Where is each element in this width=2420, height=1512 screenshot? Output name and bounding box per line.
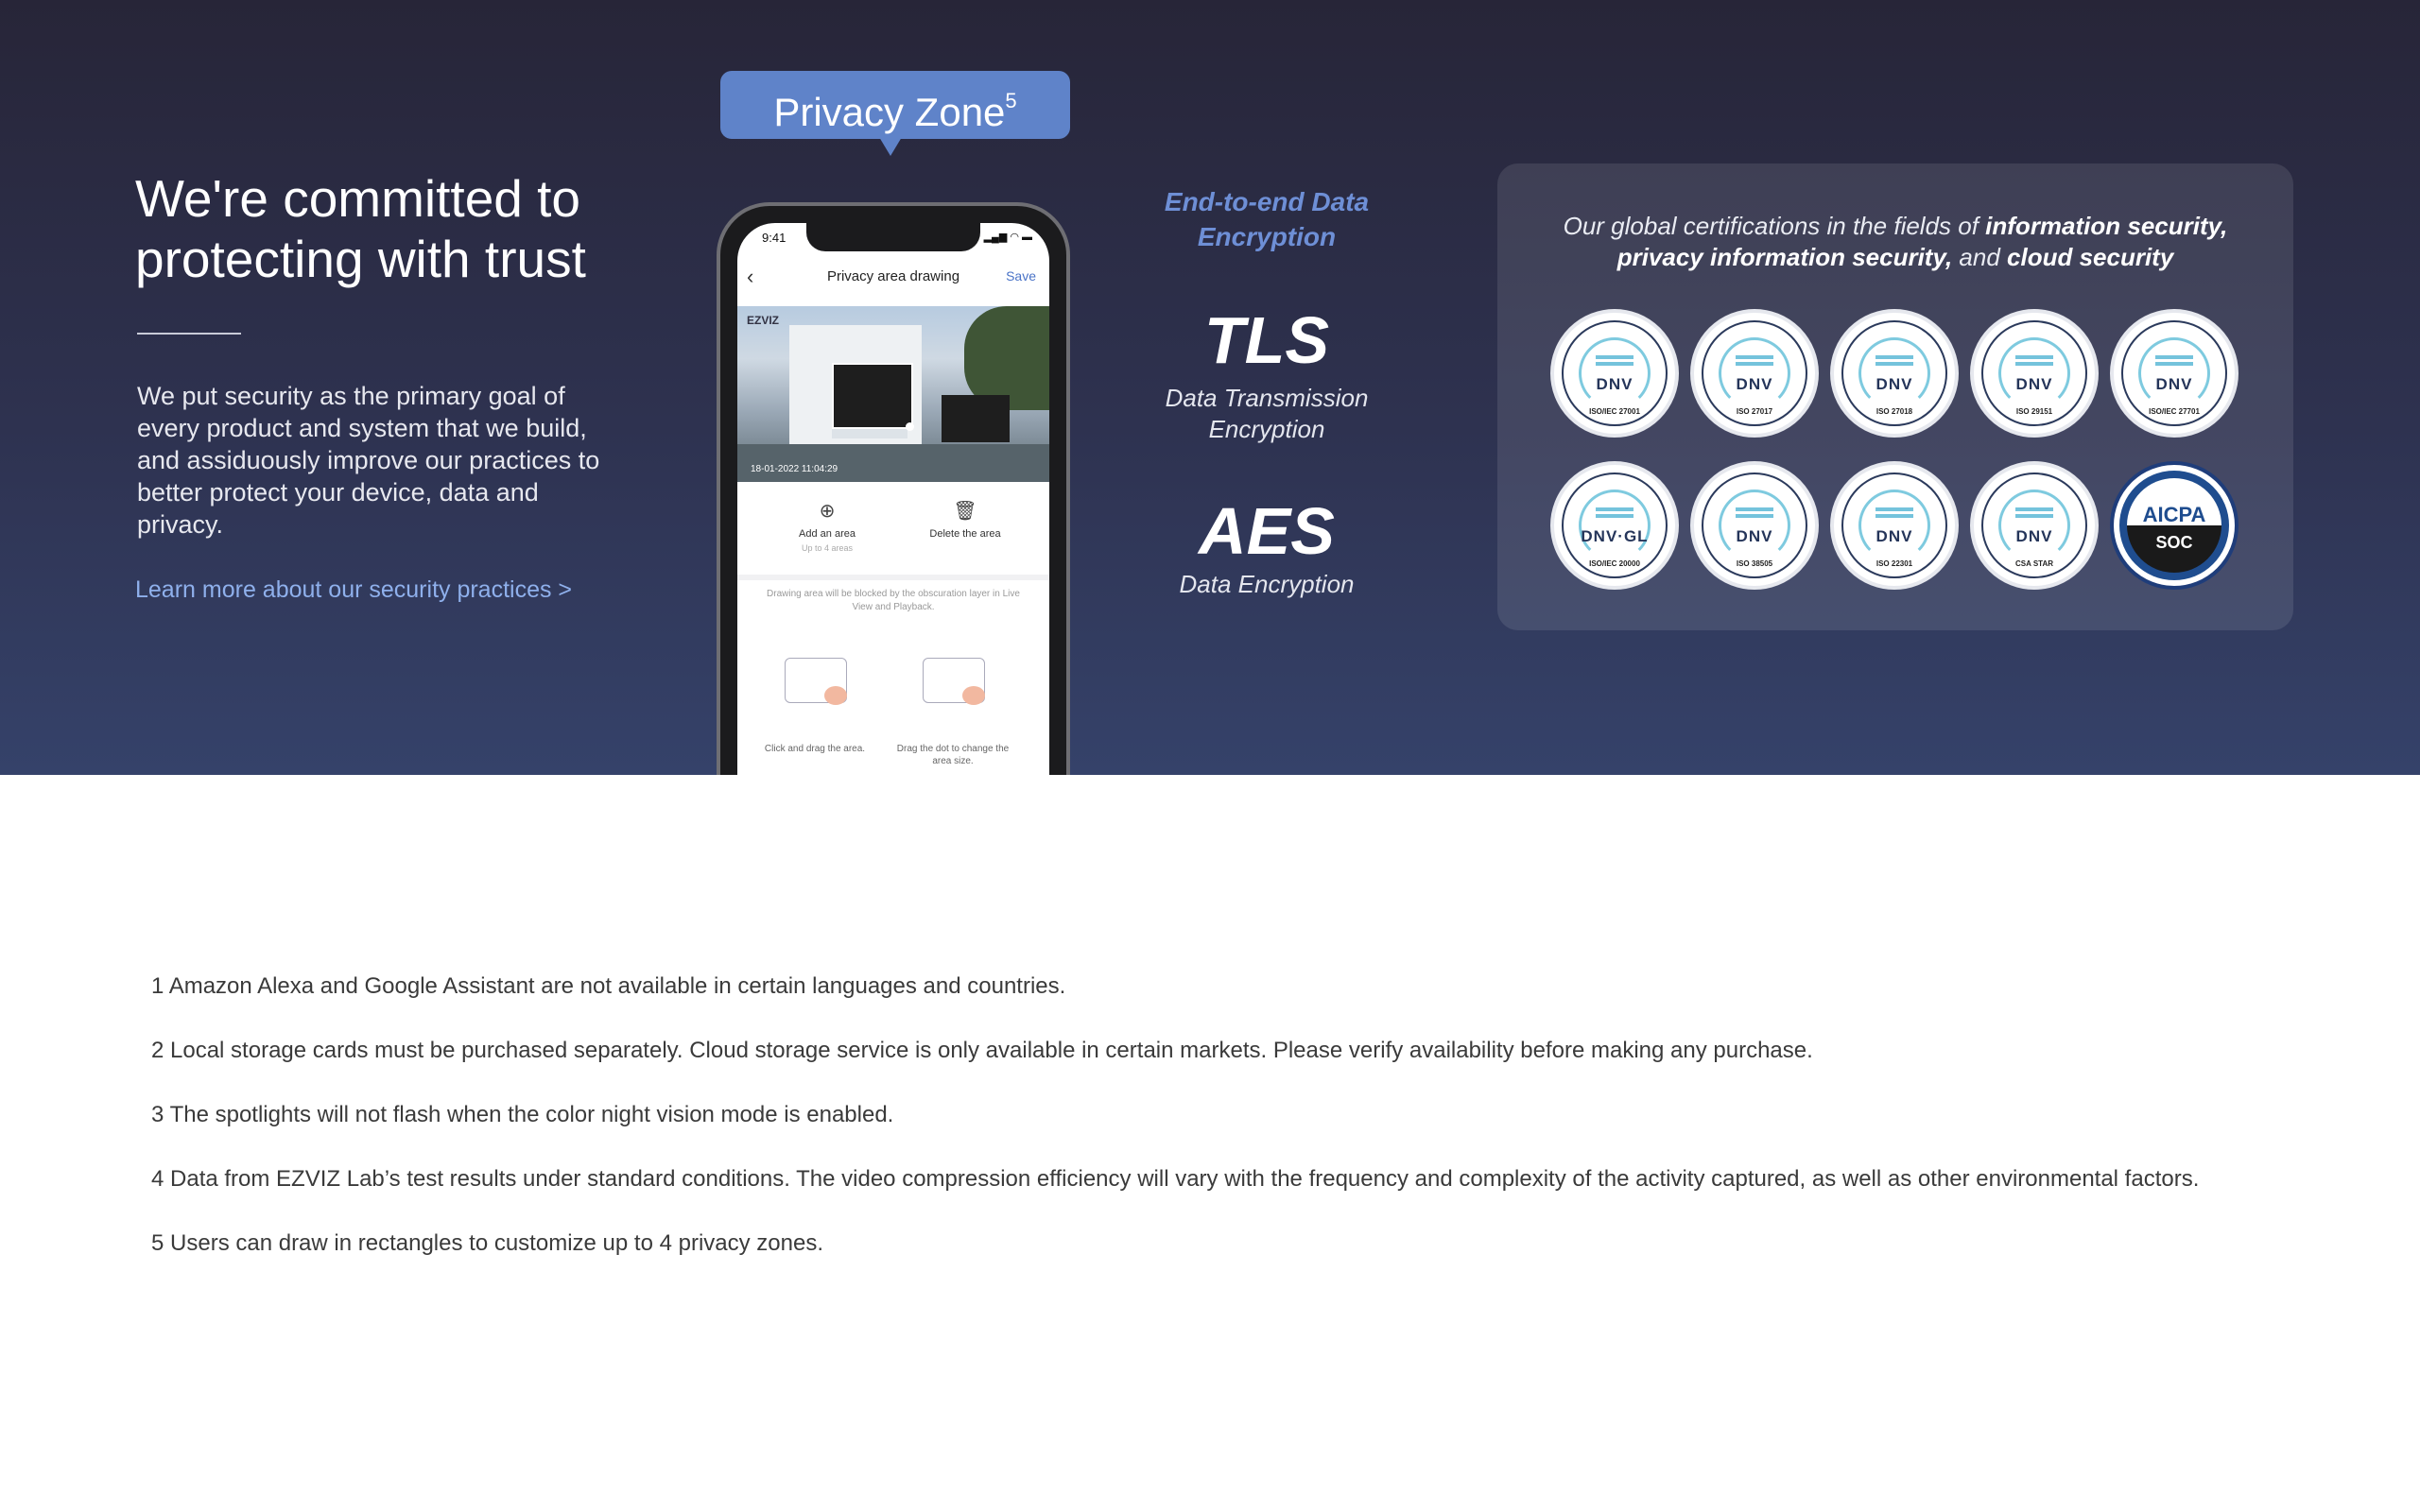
badge-code: ISO 29151 [2015, 407, 2053, 416]
cert-badge-csa-star [1970, 461, 2099, 590]
delete-area-label: Delete the area [929, 528, 1001, 540]
cert-badge-iso-27018 [1830, 309, 1959, 438]
badge-code: ISO/IEC 20000 [1589, 559, 1640, 568]
e2e-encryption-label: End-to-end Data Encryption [1164, 187, 1370, 251]
cert-text-prefix: Our global certifications in the fields of [1563, 212, 1986, 240]
phone-mockup [717, 202, 1070, 775]
footnote-4: 4 Data from EZVIZ Lab’s test results under standard conditions. The video compression efficiency will vary with the frequency and complexity of the activity captured, as well as other environmental factors. [151, 1166, 2200, 1192]
cert-badge-iso-27701 [2110, 309, 2238, 438]
footnote-5: 5 Users can draw in rectangles to customize up to 4 privacy zones. [151, 1230, 823, 1256]
cert-badge-iso-29151 [1970, 309, 2099, 438]
privacy-zone-title: Privacy Zone [773, 90, 1006, 134]
hand-icon [824, 686, 847, 705]
privacy-mask-selected[interactable] [832, 363, 913, 429]
app-title: Privacy area drawing [826, 268, 960, 284]
cert-badge-iso-20000 [1550, 461, 1679, 590]
cert-badge-iso-27017 [1690, 309, 1819, 438]
certifications-card [1497, 163, 2293, 630]
phone-notch [806, 223, 980, 251]
headline-divider [137, 333, 241, 335]
badge-name: DNV·GL [1581, 527, 1649, 545]
add-area-button[interactable] [766, 499, 889, 553]
learn-more-link[interactable]: Learn more about our security practices > [135, 576, 573, 603]
aes-description: Data Encryption [1179, 570, 1355, 598]
bubble-pointer [879, 137, 902, 156]
tls-title: TLS [1203, 303, 1330, 377]
hero-headline: We're committed to protecting with trust [135, 169, 586, 288]
add-area-label: Add an area [799, 528, 856, 540]
footnote-2: 2 Local storage cards must be purchased separately. Cloud storage service is only available in certain markets. Please verify availability before making any purchase. [151, 1038, 1813, 1063]
aicpa-logo-text: AICPA [2142, 503, 2206, 526]
resize-handle[interactable] [906, 422, 914, 431]
trash-icon: 🗑 [953, 501, 977, 522]
cert-badge-iso-27001 [1550, 309, 1679, 438]
tutorial-drag-label: Click and drag the area. [764, 744, 866, 754]
app-header [737, 261, 1049, 295]
plus-circle-icon: ⊕ [819, 501, 836, 522]
certifications-text [1526, 211, 2265, 273]
save-button[interactable]: Save [1006, 268, 1036, 284]
privacy-zone-footnote-ref: 5 [1005, 89, 1017, 112]
privacy-zone-bubble [720, 71, 1070, 139]
delete-area-button[interactable] [904, 499, 1027, 540]
cert-badge-iso-22301 [1830, 461, 1959, 590]
badge-code: ISO/IEC 27001 [1589, 407, 1640, 416]
badge-name: DNV [2155, 375, 2193, 393]
status-time: 9:41 [762, 231, 786, 245]
back-icon[interactable]: ‹ [747, 265, 754, 288]
badge-code: ISO 27017 [1736, 407, 1773, 416]
footnotes [151, 973, 2325, 1295]
footnote-3: 3 The spotlights will not flash when the color night vision mode is enabled. [151, 1102, 894, 1127]
drawing-hint: Drawing area will be blocked by the obscuration layer in Live View and Playback. [767, 589, 1020, 612]
badge-code: ISO 27018 [1876, 407, 1913, 416]
privacy-mask[interactable] [942, 395, 1010, 442]
preview-timestamp: 18-01-2022 11:04:29 [751, 464, 838, 474]
badge-name: DNV [1876, 527, 1913, 545]
phone-screen [737, 223, 1049, 775]
badge-name: DNV [1736, 527, 1773, 545]
hand-icon [962, 686, 985, 705]
tls-description: Data Transmission Encryption [1165, 384, 1369, 443]
badge-name: DNV [2015, 375, 2053, 393]
hero-intro: We put security as the primary goal of every product and system that we build, and assiduously improve our practices to better protect your device, data and privacy. [137, 382, 600, 539]
cert-badge-aicpa-soc [2110, 461, 2238, 590]
area-actions [737, 490, 1049, 580]
badge-code: ISO 38505 [1736, 559, 1773, 568]
badge-code: ISO/IEC 27701 [2149, 407, 2200, 416]
badge-name: DNV [1596, 375, 1634, 393]
badge-name: DNV [1876, 375, 1913, 393]
badge-name: DNV [2015, 527, 2053, 545]
badge-name: DNV [1736, 375, 1773, 393]
add-area-limit: Up to 4 areas [801, 543, 854, 553]
tutorial-resize-label: Drag the dot to change the area size. [896, 744, 1010, 766]
soc-label: SOC [2155, 533, 2193, 552]
badge-code: CSA STAR [2015, 559, 2053, 568]
footnote-1: 1 Amazon Alexa and Google Assistant are not available in certain languages and countries. [151, 973, 1066, 999]
aes-title: AES [1199, 494, 1335, 568]
badge-code: ISO 22301 [1876, 559, 1913, 568]
preview-ground [737, 444, 1049, 482]
cert-text-bold-1: information security, privacy information security, [1616, 212, 2228, 271]
cert-badge-iso-38505 [1690, 461, 1819, 590]
cert-text-bold-2: cloud security [2007, 243, 2174, 271]
ezviz-logo: EZVIZ [747, 314, 780, 327]
cert-text-mid: and [1952, 243, 2008, 271]
status-icons: ▂▄▆ ◠ ▬ [983, 232, 1032, 243]
camera-preview [737, 306, 1049, 482]
